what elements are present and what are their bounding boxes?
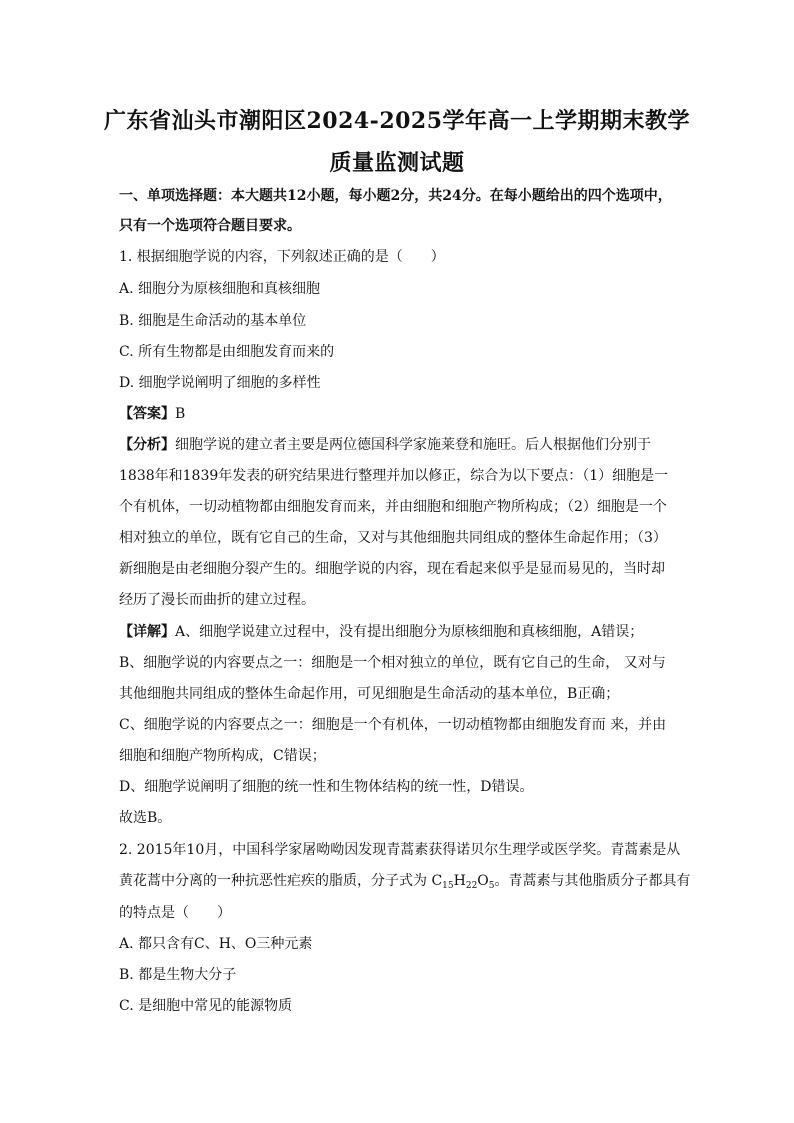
question-1-detail-line-3: 其他细胞共同组成的整体生命起作用，可见细胞是生命活动的基本单位，B正确； — [119, 686, 620, 702]
document-title-line2: 质量监测试题 — [329, 150, 465, 176]
question-1-analysis-line-5: 新细胞是由老细胞分裂产生的。细胞学说的内容，现在看起来似乎是显而易见的，当时却 — [119, 561, 665, 577]
question-2-stem-line-3: 的特点是（ ） — [119, 905, 231, 921]
formula-c-subscript: 15 — [442, 881, 454, 891]
question-1-detail-line-1: 【详解】A、细胞学说建立过程中，没有提出细胞分为原核细胞和真核细胞，A错误； — [119, 624, 644, 640]
question-1-stem: 1. 根据细胞学说的内容，下列叙述正确的是（ ） — [119, 249, 445, 265]
question-2-option-c: C. 是细胞中常见的能源物质 — [119, 998, 293, 1014]
question-2-stem-line-1: 2. 2015年10月，中国科学家屠呦呦因发现青蒿素获得诺贝尔生理学或医学奖。青蒿素是从 — [119, 842, 681, 858]
detail-tag: 【详解】 — [119, 624, 175, 640]
question-1-analysis-line-2: 1838年和1839年发表的研究结果进行整理并加以修正，综合为以下要点：（1）细胞是一 — [119, 468, 669, 484]
question-1-analysis-line-4: 相对独立的单位，既有它自己的生命，又对与其他细胞共同组成的整体生命起作用；（3） — [119, 530, 667, 546]
question-1-answer — [119, 404, 679, 424]
question-1-analysis-line-3: 个有机体，一切动植物都由细胞发育而来，并由细胞和细胞产物所构成；（2）细胞是一个 — [119, 499, 667, 515]
question-2-option-a: A. 都只含有C、H、O三种元素 — [119, 936, 313, 952]
question-2-option-b: B. 都是生物大分子 — [119, 967, 237, 983]
analysis-tag: 【分析】 — [119, 437, 175, 453]
question-1-analysis-line-1: 【分析】细胞学说的建立者主要是两位德国科学家施莱登和施旺。后人根据他们分别于 — [119, 437, 651, 453]
question-2-stem-line-2: 黄花蒿中分离的一种抗恶性疟疾的脂质，分子式为 $C_{15}H_{22}O_5$。青蒿素与其他脂质分子都具有 — [119, 873, 691, 891]
question-1-option-a: A. 细胞分为原核细胞和真核细胞 — [119, 281, 321, 297]
answer-value: B — [175, 406, 186, 422]
document-title-line1: 广东省汕头市潮阳区2024-2025学年高一上学期期末教学 — [103, 108, 691, 134]
question-1-detail-line-2: B、细胞学说的内容要点之一：细胞是一个相对独立的单位，既有它自己的生命， 又对与 — [119, 655, 666, 671]
question-1-detail-line-5: 细胞和细胞产物所构成，C错误； — [119, 748, 326, 764]
formula-o-subscript: 5 — [488, 881, 495, 891]
question-1-analysis-line-6: 经历了漫长而曲折的建立过程。 — [119, 592, 315, 608]
section-header-line1: 一、单项选择题：本大题共12小题，每小题2分，共24分。在每小题给出的四个选项中， — [119, 188, 672, 204]
question-1-detail-line-6: D、细胞学说阐明了细胞的统一性和生物体结构的统一性，D错误。 — [119, 779, 534, 795]
question-1-option-d: D. 细胞学说阐明了细胞的多样性 — [119, 375, 321, 391]
question-1-detail-line-4: C、细胞学说的内容要点之一：细胞是一个有机体，一切动植物都由细胞发育而 来，并由 — [119, 717, 667, 733]
answer-tag: 【答案】 — [119, 406, 175, 422]
question-1-conclusion: 故选B。 — [119, 810, 172, 826]
formula-h-subscript: 22 — [465, 881, 478, 891]
section-header-line2: 只有一个选项符合题目要求。 — [119, 218, 301, 234]
question-1-option-c: C. 所有生物都是由细胞发育而来的 — [119, 344, 335, 360]
question-1-option-b: B. 细胞是生命活动的基本单位 — [119, 313, 307, 329]
